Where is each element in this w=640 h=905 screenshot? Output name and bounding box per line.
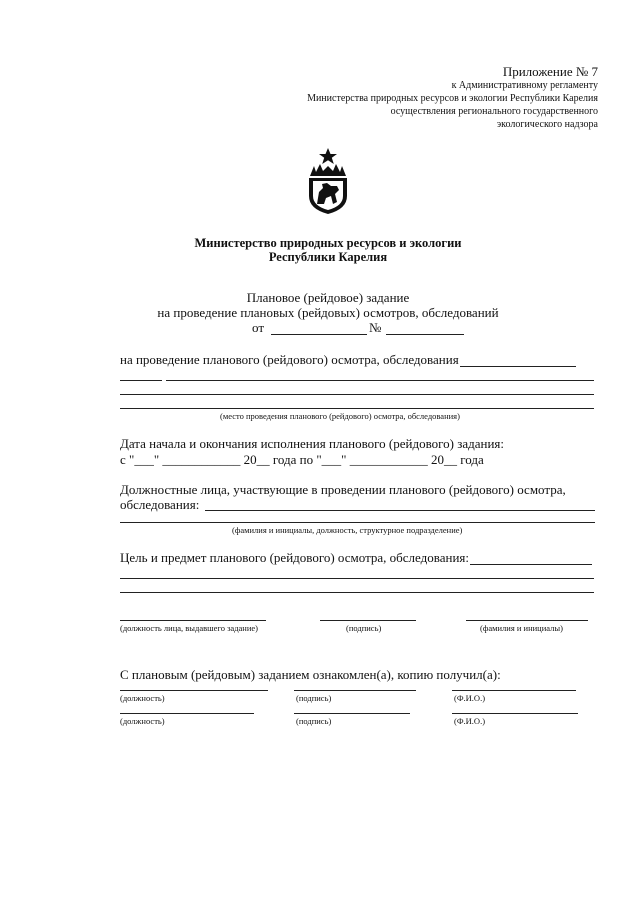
coat-of-arms-icon: [304, 146, 352, 221]
issuer-sign-caption: (подпись): [346, 623, 382, 633]
ack-row1-position-line[interactable]: [120, 690, 268, 691]
org-name-line1: Министерство природных ресурсов и экологии: [194, 236, 462, 250]
acknowledge-label: С плановым (рейдовым) заданием ознакомлен(а), копию получил(а):: [120, 667, 501, 682]
issuer-position-line[interactable]: [120, 620, 266, 621]
ack-row1-sign-line[interactable]: [294, 690, 416, 691]
ack-row2-position-caption: (должность): [120, 716, 165, 726]
place-label: на проведение планового (рейдового) осмотра, обследования: [120, 352, 459, 367]
purpose-field-line-3[interactable]: [120, 592, 594, 593]
task-subtitle: на проведение плановых (рейдовых) осмотров, обследований: [157, 305, 499, 320]
place-field-line-1[interactable]: [460, 366, 576, 367]
purpose-field-line-2[interactable]: [120, 578, 594, 579]
issuer-name-caption: (фамилия и инициалы): [480, 623, 563, 633]
ack-row1-name-line[interactable]: [452, 690, 576, 691]
place-field-line-2a[interactable]: [120, 380, 162, 381]
place-field-line-4[interactable]: [120, 408, 594, 409]
purpose-label: Цель и предмет планового (рейдового) осмотра, обследования:: [120, 550, 470, 565]
issuer-name-line[interactable]: [466, 620, 588, 621]
officials-caption: (фамилия и инициалы, должность, структурное подразделение): [232, 525, 463, 535]
header-line-ministry: Министерства природных ресурсов и экологии Республики Карелия: [307, 93, 598, 104]
date-prefix: от: [252, 320, 265, 335]
ack-row2-name-caption: (Ф.И.О.): [454, 716, 486, 726]
place-field-line-3[interactable]: [120, 394, 594, 395]
org-name-line2: Республики Карелия: [268, 250, 388, 264]
issuer-position-caption: (должность лица, выдавшего задание): [120, 623, 259, 633]
dates-label: Дата начала и окончания исполнения планового (рейдового) задания:: [120, 436, 505, 451]
place-caption: (место проведения планового (рейдового) осмотра, обследования): [220, 411, 460, 421]
dates-line[interactable]: с "___" ____________ 20__ года по "___" ____________ 20__ года: [120, 452, 484, 467]
place-field-line-2b[interactable]: [166, 380, 594, 381]
task-title: Плановое (рейдовое) задание: [246, 290, 410, 305]
ack-row1-name-caption: (Ф.И.О.): [454, 693, 486, 703]
date-field-line[interactable]: [271, 334, 367, 335]
number-prefix: №: [369, 320, 382, 335]
officials-field-line-1[interactable]: [205, 510, 595, 511]
ack-row2-position-line[interactable]: [120, 713, 254, 714]
appendix-number: Приложение № 7: [502, 64, 598, 79]
purpose-field-line-1[interactable]: [470, 564, 592, 565]
ack-row1-position-caption: (должность): [120, 693, 165, 703]
officials-label-2: обследования:: [120, 497, 200, 512]
header-line-regulation: к Административному регламенту: [451, 80, 598, 91]
ack-row1-sign-caption: (подпись): [296, 693, 332, 703]
ack-row2-sign-caption: (подпись): [296, 716, 332, 726]
header-line-ecology: экологического надзора: [496, 119, 598, 130]
issuer-sign-line[interactable]: [320, 620, 416, 621]
number-field-line[interactable]: [386, 334, 464, 335]
officials-label: Должностные лица, участвующие в проведении планового (рейдового) осмотра,: [120, 482, 566, 497]
officials-field-line-2[interactable]: [120, 522, 595, 523]
header-line-supervision: осуществления регионального государственного: [390, 106, 598, 117]
ack-row2-name-line[interactable]: [452, 713, 578, 714]
ack-row2-sign-line[interactable]: [294, 713, 410, 714]
